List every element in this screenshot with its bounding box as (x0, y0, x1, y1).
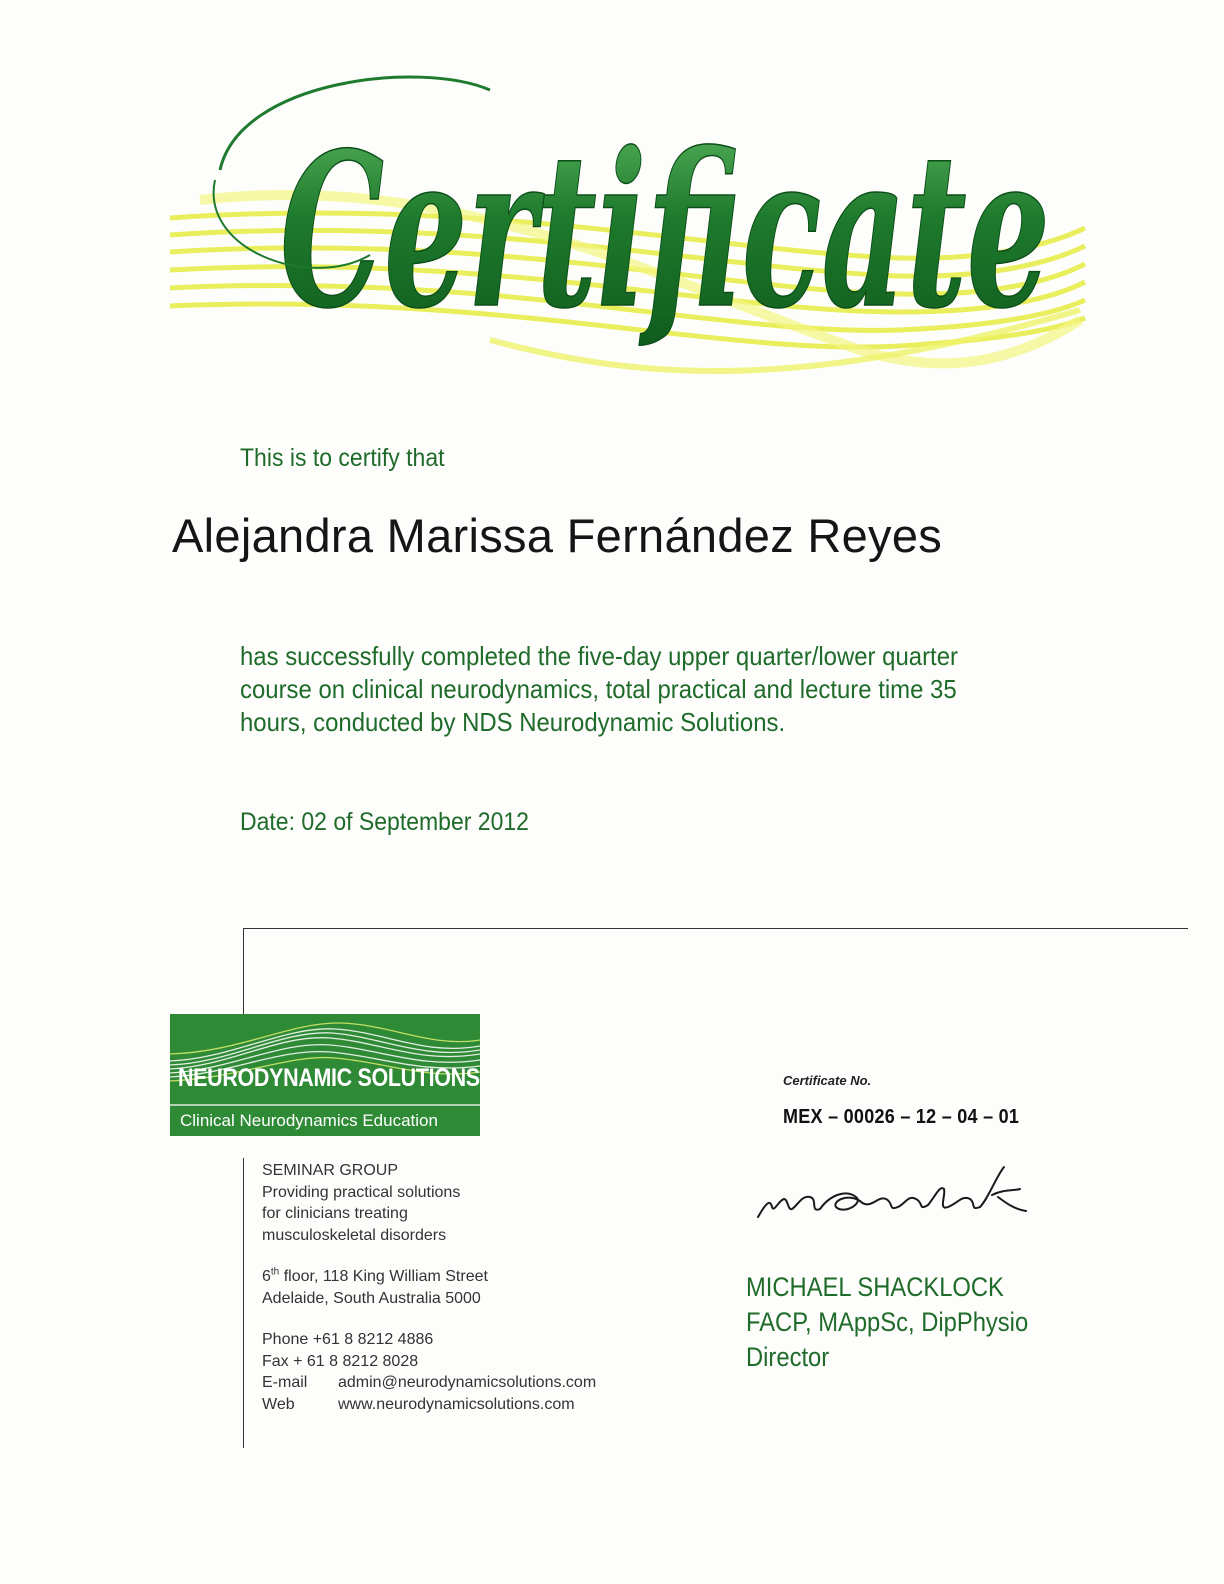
logo-brand-name: NEURODYNAMIC SOLUTIONS (178, 1064, 480, 1092)
floor-number: 6 (262, 1268, 271, 1285)
certificate-title: Certificate (280, 106, 1050, 355)
seminar-group-line: for clinicians treating (262, 1205, 408, 1222)
seminar-group-block (262, 1160, 596, 1246)
horizontal-divider (243, 928, 1188, 929)
vertical-divider-bottom (243, 1158, 244, 1448)
course-description (240, 640, 976, 739)
description-line: course on clinical neurodynamics, total practical and lecture time 35 (240, 674, 957, 704)
email-row (262, 1372, 596, 1394)
logo-tagline: Clinical Neurodynamics Education (180, 1111, 438, 1130)
signature (748, 1155, 1038, 1235)
email-label: E-mail (262, 1374, 308, 1391)
web-label: Web (262, 1395, 295, 1413)
fax: Fax + 61 8 8212 8028 (262, 1352, 419, 1370)
address-line-2: Adelaide, South Australia 5000 (262, 1289, 481, 1307)
certificate-title-art (160, 20, 1090, 390)
signatory-role: Director (746, 1342, 830, 1372)
contact-block (262, 1329, 596, 1415)
address-line-1 (262, 1266, 596, 1288)
neurodynamic-solutions-logo (170, 1014, 480, 1136)
organization-contact-info (262, 1160, 596, 1415)
description-line: hours, conducted by NDS Neurodynamic Solutions. (240, 707, 786, 737)
certificate-number-value: MEX – 00026 – 12 – 04 – 01 (783, 1106, 1020, 1128)
recipient-name: Alejandra Marissa Fernández Reyes (172, 509, 943, 562)
seminar-group-line: Providing practical solutions (262, 1183, 461, 1201)
floor-suffix: th (270, 1266, 280, 1278)
phone: Phone +61 8 8212 4886 (262, 1331, 434, 1348)
description-line: has successfully completed the five-day upper quarter/lower quarter (240, 641, 958, 671)
email-value: admin@neurodynamicsolutions.com (338, 1374, 597, 1391)
signatory-name: MICHAEL SHACKLOCK (746, 1272, 1004, 1302)
seminar-group-line: musculoskeletal disorders (262, 1226, 447, 1244)
web-row (262, 1394, 596, 1416)
signatory-block (746, 1270, 1028, 1375)
certificate-number-label: Certificate No. (783, 1073, 872, 1088)
web-value: www.neurodynamicsolutions.com (338, 1395, 575, 1413)
signatory-credentials: FACP, MAppSc, DipPhysio (746, 1307, 1029, 1337)
seminar-group-title: SEMINAR GROUP (262, 1162, 399, 1179)
vertical-divider-top (243, 928, 244, 1018)
street: floor, 118 King William Street (279, 1268, 488, 1285)
certify-intro: This is to certify that (240, 444, 445, 472)
address-block (262, 1266, 596, 1309)
issue-date: Date: 02 of September 2012 (240, 808, 529, 836)
